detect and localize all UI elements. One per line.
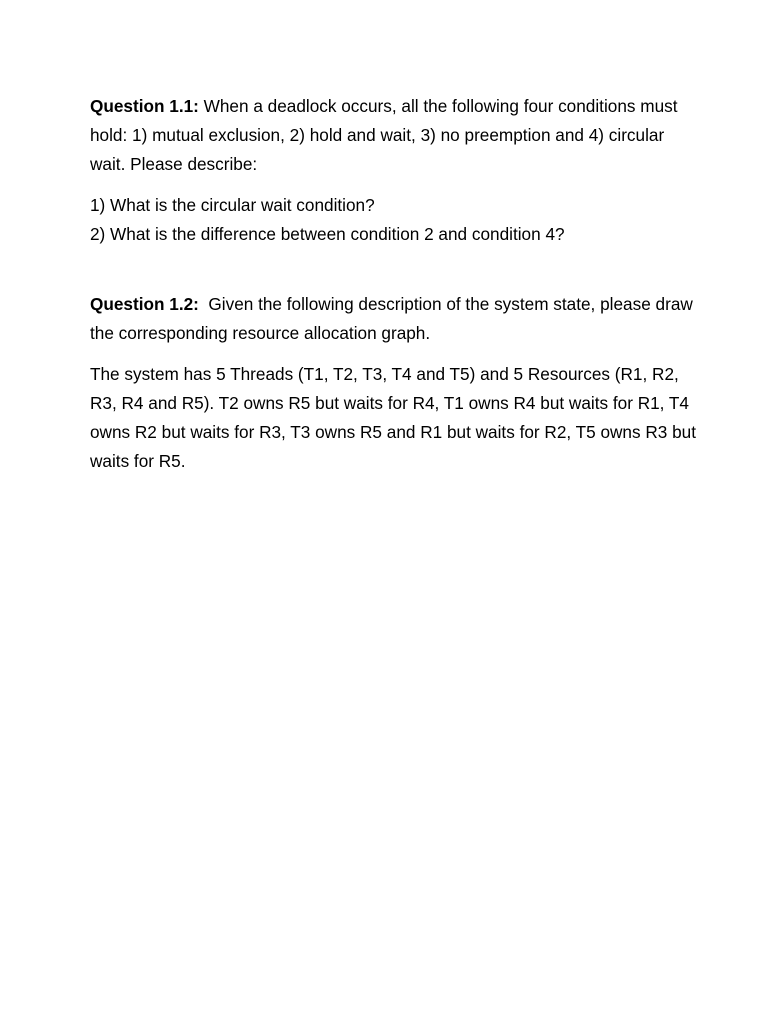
document-page	[90, 92, 700, 476]
question-1-2-label: Question 1.2:	[90, 294, 199, 314]
question-1-1-subquestions	[90, 191, 700, 249]
subquestion-1: 1) What is the circular wait condition?	[90, 195, 375, 215]
question-1-2-paragraph	[90, 290, 700, 348]
subquestion-2: 2) What is the difference between condition 2 and condition 4?	[90, 224, 565, 244]
question-1-1-paragraph	[90, 92, 700, 179]
question-1-1-label: Question 1.1:	[90, 96, 199, 116]
system-state-description: The system has 5 Threads (T1, T2, T3, T4 and T5) and 5 Resources (R1, R2, R3, R4 and R5). T2 owns R5 but waits for R4, T1 owns R4 but waits for R1, T4 owns R2 but waits for R3, T3 owns R5 and R1 but waits for R2, T5 owns R3 but waits for R5.	[90, 364, 696, 471]
question-1-1-intro: When a deadlock occurs, all the following four conditions must hold: 1) mutual exclusion, 2) hold and wait, 3) no preemption and 4) circular wait. Please describe:	[90, 96, 678, 174]
question-1-2-intro: Given the following description of the system state, please draw the corresponding resource allocation graph.	[90, 294, 698, 343]
